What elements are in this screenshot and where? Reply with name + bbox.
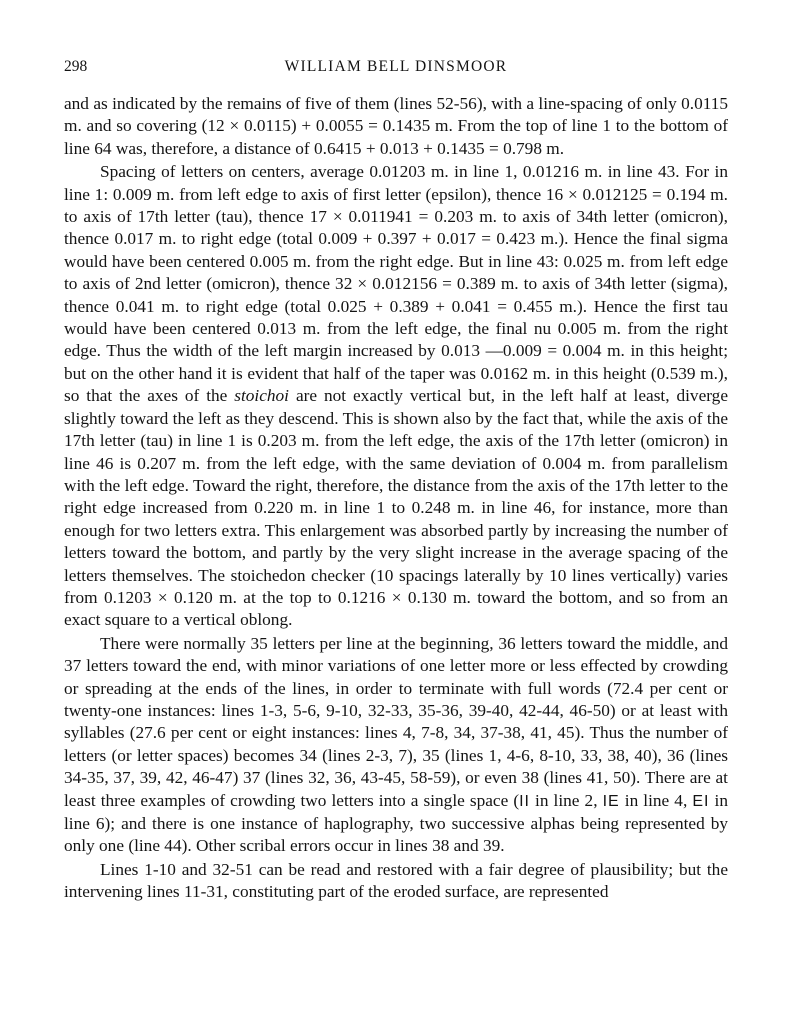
paragraph-2 bbox=[64, 161, 728, 632]
greek-glyph-ie: IE bbox=[602, 792, 620, 810]
page-number: 298 bbox=[64, 58, 88, 75]
paragraph-3-text-a: There were normally 35 letters per line at the beginning, 36 letters toward the middle, and 37 letters toward the end, with minor variations of one letter more or less effected by crowding or spreading at the ends of the lines, in order to terminate with full words (72.4 per cent or twenty-one instances: lines 1-3, 5-6, 9-10, 32-33, 35-36, 39-40, 42-44, 46-50) or at least with syllables (27.6 per cent or eight instances: lines 4, 7-8, 34, 37-38, 41, 45). Thus the number of letters (or letter spaces) becomes 34 (lines 2-3, 7), 35 (lines 1, 4-6, 8-10, 33, 38, 40), 36 (lines 34-35, 37, 39, 42, 46-47) 37 (lines 32, 36, 43-45, 58-59), or even 38 (lines 41, 50). There are at least three examples of crowding two letters into a single space ( bbox=[64, 633, 728, 810]
paragraph-4 bbox=[64, 859, 728, 904]
italic-term-stoichoi: stoichoi bbox=[234, 386, 289, 406]
greek-glyph-ei: EI bbox=[692, 792, 710, 810]
paragraph-3-text-b: in line 2, bbox=[529, 790, 603, 810]
paragraph-3-text-d: in line 6); and there is one instance of haplography, two successive alphas being represented by only one (line 44). Other scribal errors occur in lines 38 and 39. bbox=[64, 790, 728, 856]
paragraph-2-text-a: Spacing of letters on centers, average 0.01203 m. in line 1, 0.01216 m. in line 43. For in line 1: 0.009 m. from left edge to axis of first letter (epsilon), thence 16 × 0.012125 = 0.194 m. to axis of 17th letter (tau), thence 17 × 0.011941 = 0.203 m. to axis of 34th letter (omicron), thence 0.017 m. to right edge (total 0.009 + 0.397 + 0.017 = 0.423 m.). Hence the final sigma would have been centered 0.005 m. from the right edge. But in line 43: 0.025 m. from left edge to axis of 2nd letter (omicron), thence 32 × 0.012156 = 0.389 m. to axis of 34th letter (sigma), thence 0.041 m. to right edge (total 0.025 + 0.389 + 0.041 = 0.455 m.). Hence the first tau would have been centered 0.013 m. from the left edge, the final nu 0.005 m. from the right edge. Thus the width of the left margin increased by 0.013 —0.009 = 0.004 m. in this height; but on the other hand it is evident that half of the taper was 0.0162 m. in this height (0.539 m.), so that the axes of the bbox=[64, 162, 728, 406]
paragraph-4-text: Lines 1-10 and 32-51 can be read and restored with a fair degree of plausibility; but the intervening lines 11-31, constituting part of the eroded surface, are represented bbox=[64, 859, 728, 902]
paragraph-3 bbox=[64, 633, 728, 858]
page-header bbox=[64, 58, 728, 80]
paragraph-3-text-c: in line 4, bbox=[619, 790, 693, 810]
body-text bbox=[64, 93, 728, 904]
paragraph-1-text: and as indicated by the remains of five of them (lines 52-56), with a line-spacing of only 0.0115 m. and so covering (12 × 0.0115) + 0.0055 = 0.1435 m. From the top of line 1 to the bottom of line 64 was, therefore, a distance of 0.6415 + 0.013 + 0.1435 = 0.798 m. bbox=[64, 94, 728, 158]
running-head: WILLIAM BELL DINSMOOR bbox=[284, 58, 508, 75]
paragraph-2-text-b: are not exactly vertical but, in the left half at least, diverge slightly toward the left as they descend. This is shown also by the fact that, while the axis of the 17th letter (tau) in line 1 is 0.203 m. from the left edge, the axis of the 17th letter (omicron) in line 46 is 0.207 m. from the left edge, with the same deviation of 0.004 m. from parallelism with the left edge. Toward the right, therefore, the distance from the axis of the 17th letter to the right edge increased from 0.220 m. in line 1 to 0.248 m. in line 46, for instance, more than enough for two letters extra. This enlargement was absorbed partly by increasing the number of letters toward the bottom, and partly by the very slight increase in the average spacing of the letters themselves. The stoichedon checker (10 spacings laterally by 10 lines vertically) varies from 0.1203 × 0.120 m. at the top to 0.1216 × 0.130 m. toward the bottom, and so from an exact square to a vertical oblong. bbox=[64, 386, 728, 630]
paragraph-1 bbox=[64, 93, 728, 160]
greek-glyph-ii: II bbox=[519, 792, 530, 810]
